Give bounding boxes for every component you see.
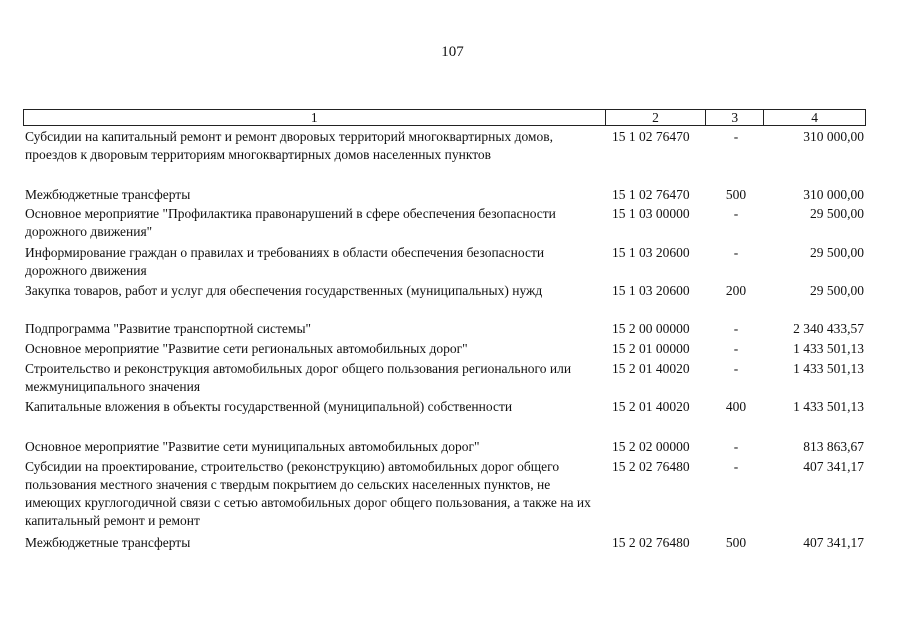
row-type: -	[733, 341, 739, 356]
row-code: 15 1 02 76470	[612, 187, 690, 202]
row-amount: 310 000,00	[803, 187, 864, 202]
row-amount: 407 341,17	[803, 459, 864, 474]
column-header-1: 1	[24, 110, 606, 125]
row-name: Межбюджетные трансферты	[25, 535, 191, 550]
row-name: Основное мероприятие "Развитие сети муниципальных автомобильных дорог"	[25, 439, 480, 454]
row-code: 15 1 03 20600	[612, 245, 690, 260]
row-name: Основное мероприятие "Развитие сети региональных автомобильных дорог"	[25, 341, 468, 356]
row-type: 500	[725, 187, 747, 202]
column-header-2: 2	[606, 110, 707, 125]
column-header-3: 3	[706, 110, 764, 125]
table-row	[23, 205, 866, 244]
row-code: 15 2 01 40020	[612, 361, 690, 376]
table-row	[23, 534, 866, 554]
table-row	[23, 186, 866, 205]
row-code: 15 2 01 00000	[612, 341, 690, 356]
row-name: Информирование граждан о правилах и требованиях в области обеспечения безопасности дорожного движения	[25, 245, 545, 278]
row-code: 15 2 02 76480	[612, 535, 690, 550]
row-code: 15 2 02 76480	[612, 459, 690, 474]
row-code: 15 2 01 40020	[612, 399, 690, 414]
row-amount: 2 340 433,57	[793, 321, 864, 336]
row-amount: 29 500,00	[810, 206, 864, 221]
row-type: -	[733, 245, 739, 260]
row-name: Подпрограмма "Развитие транспортной системы"	[25, 321, 312, 336]
row-amount: 1 433 501,13	[793, 399, 864, 414]
table-row	[23, 128, 866, 186]
row-code: 15 2 02 00000	[612, 439, 690, 454]
row-amount: 310 000,00	[803, 129, 864, 144]
row-type: -	[733, 321, 739, 336]
row-amount: 29 500,00	[810, 283, 864, 298]
table-header	[23, 109, 866, 126]
table-row	[23, 360, 866, 398]
row-amount: 1 433 501,13	[793, 341, 864, 356]
row-amount: 407 341,17	[803, 535, 864, 550]
row-code: 15 1 03 00000	[612, 206, 690, 221]
row-type: -	[733, 206, 739, 221]
row-code: 15 1 03 20600	[612, 283, 690, 298]
row-type: -	[733, 361, 739, 376]
page-number: 107	[441, 44, 464, 60]
row-type: 500	[725, 535, 747, 550]
row-type: -	[733, 439, 739, 454]
budget-table	[23, 109, 866, 554]
row-type: -	[733, 129, 739, 144]
row-name: Основное мероприятие "Профилактика правонарушений в сфере обеспечения безопасности дорожного движения"	[25, 206, 556, 239]
row-name: Субсидии на проектирование, строительство (реконструкцию) автомобильных дорог общего пользования местного значения с твердым покрытием до сельских населенных пунктов, не имеющих круглогодичной связи с сетью автомобильных дорог общего пользования, а также на их капитальный ремонт и ремонт	[25, 459, 591, 528]
row-name: Строительство и реконструкция автомобильных дорог общего пользования регионального или межмуниципального значения	[25, 361, 572, 394]
table-row	[23, 458, 866, 534]
row-name: Межбюджетные трансферты	[25, 187, 191, 202]
table-row	[23, 282, 866, 320]
row-name: Закупка товаров, работ и услуг для обеспечения государственных (муниципальных) нужд	[25, 283, 543, 298]
row-type: -	[733, 459, 739, 474]
row-name: Субсидии на капитальный ремонт и ремонт дворовых территорий многоквартирных домов, проездов к дворовым территориям многоквартирных домов населенных пунктов	[25, 129, 553, 162]
row-code: 15 2 00 00000	[612, 321, 690, 336]
table-row	[23, 320, 866, 340]
column-header-4: 4	[811, 110, 818, 125]
row-amount: 1 433 501,13	[793, 361, 864, 376]
row-type: 400	[725, 399, 747, 414]
table-row	[23, 244, 866, 282]
row-code: 15 1 02 76470	[612, 129, 690, 144]
row-type: 200	[725, 283, 747, 298]
row-name: Капитальные вложения в объекты государственной (муниципальной) собственности	[25, 399, 513, 414]
row-amount: 813 863,67	[803, 439, 864, 454]
table-row	[23, 438, 866, 458]
row-amount: 29 500,00	[810, 245, 864, 260]
table-row	[23, 398, 866, 438]
table-row	[23, 340, 866, 360]
